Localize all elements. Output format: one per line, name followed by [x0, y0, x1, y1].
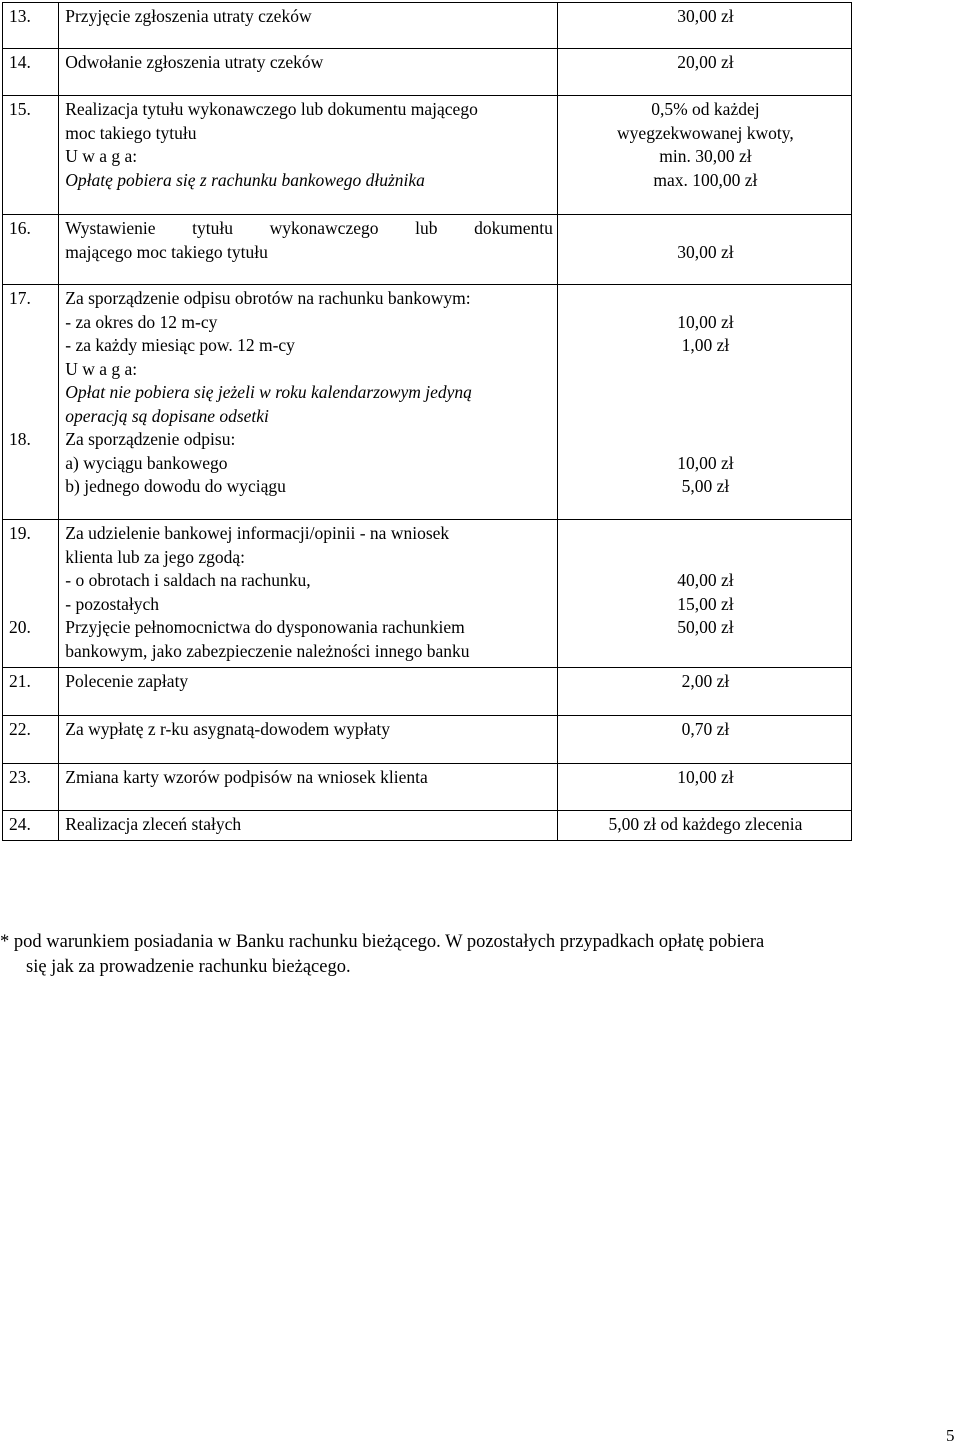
- row-number: 22.: [3, 716, 59, 764]
- table-row: [3, 49, 852, 96]
- table-row: [3, 3, 852, 49]
- row-description: Za sporządzenie odpisu obrotów na rachunku bankowym: - za okres do 12 m-cy - za każdy miesiąc pow. 12 m-cy U w a g a: Opłat nie pobiera się jeżeli w roku kalendarzowym jedyną operacją są dopisane odsetki Za sporządzenie odpisu: a) wyciągu bankowego b) jednego dowodu do wyciągu: [59, 285, 558, 520]
- row-fee: 5,00 zł od każdego zlecenia: [557, 811, 851, 841]
- row-fee: 30,00 zł: [557, 3, 851, 49]
- row-fee: 30,00 zł: [557, 215, 851, 285]
- table-row: [3, 215, 852, 285]
- table-row: [3, 716, 852, 764]
- table-row: [3, 668, 852, 716]
- row-fee: 20,00 zł: [557, 49, 851, 96]
- footnote-line: * pod warunkiem posiadania w Banku rachunku bieżącego. W pozostałych przypadkach opłatę pobiera: [0, 932, 765, 952]
- row-description: Odwołanie zgłoszenia utraty czeków: [59, 49, 558, 96]
- row-number: 23.: [3, 764, 59, 811]
- footnote: [0, 930, 940, 980]
- row-description: Przyjęcie zgłoszenia utraty czeków: [59, 3, 558, 49]
- row-number: 14.: [3, 49, 59, 96]
- row-number: 21.: [3, 668, 59, 716]
- table-row: [3, 811, 852, 841]
- row-description: Polecenie zapłaty: [59, 668, 558, 716]
- row-fee: 0,5% od każdej wyegzekwowanej kwoty, min. 30,00 zł max. 100,00 zł: [557, 96, 851, 215]
- footnote-line: się jak za prowadzenie rachunku bieżącego.: [26, 957, 351, 977]
- row-fee: 0,70 zł: [557, 716, 851, 764]
- table-row: [3, 285, 852, 520]
- row-number: 15.: [3, 96, 59, 215]
- row-description: Realizacja zleceń stałych: [59, 811, 558, 841]
- row-number: 17. 18.: [3, 285, 59, 520]
- row-fee: 10,00 zł 1,00 zł 10,00 zł 5,00 zł: [557, 285, 851, 520]
- row-fee: 40,00 zł 15,00 zł 50,00 zł: [557, 520, 851, 668]
- table-row: [3, 96, 852, 215]
- row-description: Wystawienie tytułu wykonawczego lub dokumentu mającego moc takiego tytułu: [59, 215, 558, 285]
- table-row: [3, 520, 852, 668]
- row-number: 13.: [3, 3, 59, 49]
- row-description: Za wypłatę z r-ku asygnatą-dowodem wypłaty: [59, 716, 558, 764]
- row-description: Za udzielenie bankowej informacji/opinii - na wniosek klienta lub za jego zgodą: - o obrotach i saldach na rachunku, - pozostałych Przyjęcie pełnomocnictwa do dysponowania rachunkiem bankowym, jako zabezpieczenie należności innego banku: [59, 520, 558, 668]
- page-number: 5: [946, 1426, 955, 1445]
- row-fee: 10,00 zł: [557, 764, 851, 811]
- row-number: 19. 20.: [3, 520, 59, 668]
- row-number: 24.: [3, 811, 59, 841]
- row-description: Realizacja tytułu wykonawczego lub dokumentu mającego moc takiego tytułu U w a g a: Opłatę pobiera się z rachunku bankowego dłużnika: [59, 96, 558, 215]
- row-number: 16.: [3, 215, 59, 285]
- row-fee: 2,00 zł: [557, 668, 851, 716]
- fee-table: [2, 2, 852, 841]
- row-description: Zmiana karty wzorów podpisów na wniosek klienta: [59, 764, 558, 811]
- table-row: [3, 764, 852, 811]
